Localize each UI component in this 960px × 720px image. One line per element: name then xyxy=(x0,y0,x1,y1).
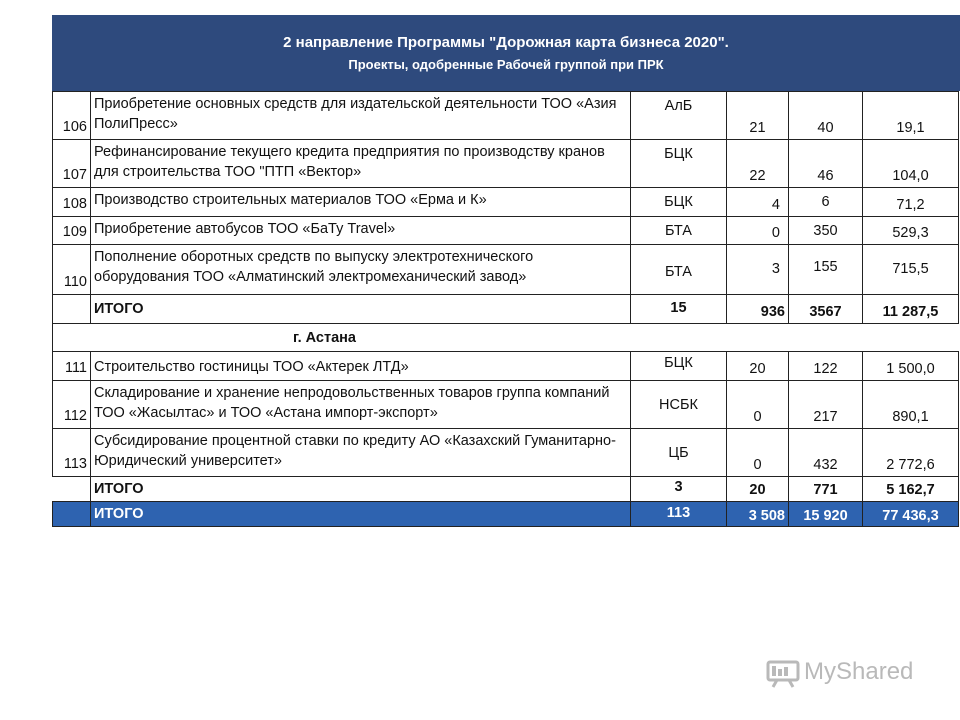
table-row xyxy=(53,245,959,295)
logo-text: MyShared xyxy=(804,658,914,685)
grand-total-value-3: 77 436,3 xyxy=(863,502,959,527)
bank-code: БЦК xyxy=(631,352,727,381)
grand-total-row xyxy=(53,502,959,527)
title-line-1: 2 направление Программы "Дорожная карта бизнеса 2020". xyxy=(283,34,729,51)
table-row xyxy=(53,429,959,477)
bank-code: НСБК xyxy=(631,381,727,429)
city-section-row xyxy=(53,324,959,352)
projects-table xyxy=(52,91,959,527)
row-number: 111 xyxy=(53,352,91,381)
value-3: 1 500,0 xyxy=(863,352,959,381)
subtotal-row xyxy=(53,295,959,324)
row-number: 106 xyxy=(53,92,91,140)
bank-code: АлБ xyxy=(631,92,727,140)
subtotal-value-3: 11 287,5 xyxy=(863,295,959,324)
blank-cell xyxy=(53,477,91,502)
project-description: Приобретение автобусов ТОО «БаТу Travel» xyxy=(91,217,631,245)
value-2: 432 xyxy=(789,429,863,477)
value-2: 155 xyxy=(789,245,863,295)
value-2: 40 xyxy=(789,92,863,140)
grand-total-value-2: 15 920 xyxy=(789,502,863,527)
bank-code: БТА xyxy=(631,245,727,295)
bank-code: БТА xyxy=(631,217,727,245)
value-2: 217 xyxy=(789,381,863,429)
subtotal-value-1: 20 xyxy=(727,477,789,502)
subtotal-value-2: 771 xyxy=(789,477,863,502)
table-row xyxy=(53,92,959,140)
subtotal-row xyxy=(53,477,959,502)
value-2: 46 xyxy=(789,140,863,188)
table-row xyxy=(53,381,959,429)
value-3: 715,5 xyxy=(863,245,959,295)
row-number: 110 xyxy=(53,245,91,295)
value-1: 22 xyxy=(727,140,789,188)
subtotal-label: ИТОГО xyxy=(91,295,631,324)
value-2: 6 xyxy=(789,188,863,217)
value-1: 3 xyxy=(727,245,789,295)
table-row xyxy=(53,352,959,381)
table-row xyxy=(53,217,959,245)
value-2: 350 xyxy=(789,217,863,245)
table-row xyxy=(53,140,959,188)
project-description: Рефинансирование текущего кредита предприятия по производству кранов для строительства ТОО "ПТП «Вектор» xyxy=(91,140,631,188)
presentation-board-icon xyxy=(766,658,800,688)
value-1: 21 xyxy=(727,92,789,140)
value-3: 529,3 xyxy=(863,217,959,245)
row-number: 112 xyxy=(53,381,91,429)
value-3: 71,2 xyxy=(863,188,959,217)
grand-total-value-1: 3 508 xyxy=(727,502,789,527)
row-number: 109 xyxy=(53,217,91,245)
value-3: 104,0 xyxy=(863,140,959,188)
myshared-logo xyxy=(766,656,926,692)
value-3: 2 772,6 xyxy=(863,429,959,477)
value-1: 0 xyxy=(727,217,789,245)
value-2: 122 xyxy=(789,352,863,381)
project-description: Приобретение основных средств для издательской деятельности ТОО «Азия ПолиПресс» xyxy=(91,92,631,140)
value-3: 890,1 xyxy=(863,381,959,429)
subtotal-value-2: 3567 xyxy=(789,295,863,324)
grand-total-label: ИТОГО xyxy=(91,502,631,527)
table-title-banner xyxy=(52,15,960,91)
project-description: Субсидирование процентной ставки по кредиту АО «Казахский Гуманитарно-Юридический университет» xyxy=(91,429,631,477)
subtotal-value-3: 5 162,7 xyxy=(863,477,959,502)
bank-code: БЦК xyxy=(631,188,727,217)
subtotal-value-1: 936 xyxy=(727,295,789,324)
subtotal-count: 15 xyxy=(631,295,727,324)
subtotal-label: ИТОГО xyxy=(91,477,631,502)
row-number: 113 xyxy=(53,429,91,477)
value-1: 0 xyxy=(727,381,789,429)
subtotal-count: 3 xyxy=(631,477,727,502)
value-1: 4 xyxy=(727,188,789,217)
title-line-2: Проекты, одобренные Рабочей группой при ПРК xyxy=(348,57,664,72)
blank-cell xyxy=(53,295,91,324)
project-description: Пополнение оборотных средств по выпуску электротехнического оборудования ТОО «Алматинский электромеханический завод» xyxy=(91,245,631,295)
value-1: 0 xyxy=(727,429,789,477)
value-1: 20 xyxy=(727,352,789,381)
bank-code: ЦБ xyxy=(631,429,727,477)
project-description: Складирование и хранение непродовольственных товаров группа компаний ТОО «Жасылтас» и ТОО «Астана импорт-экспорт» xyxy=(91,381,631,429)
bank-code: БЦК xyxy=(631,140,727,188)
row-number: 107 xyxy=(53,140,91,188)
row-number: 108 xyxy=(53,188,91,217)
project-description: Производство строительных материалов ТОО «Ерма и К» xyxy=(91,188,631,217)
blank-cell xyxy=(53,502,91,527)
city-heading: г. Астана xyxy=(53,324,959,352)
project-description: Строительство гостиницы ТОО «Актерек ЛТД» xyxy=(91,352,631,381)
value-3: 19,1 xyxy=(863,92,959,140)
table-row xyxy=(53,188,959,217)
grand-total-count: 113 xyxy=(631,502,727,527)
